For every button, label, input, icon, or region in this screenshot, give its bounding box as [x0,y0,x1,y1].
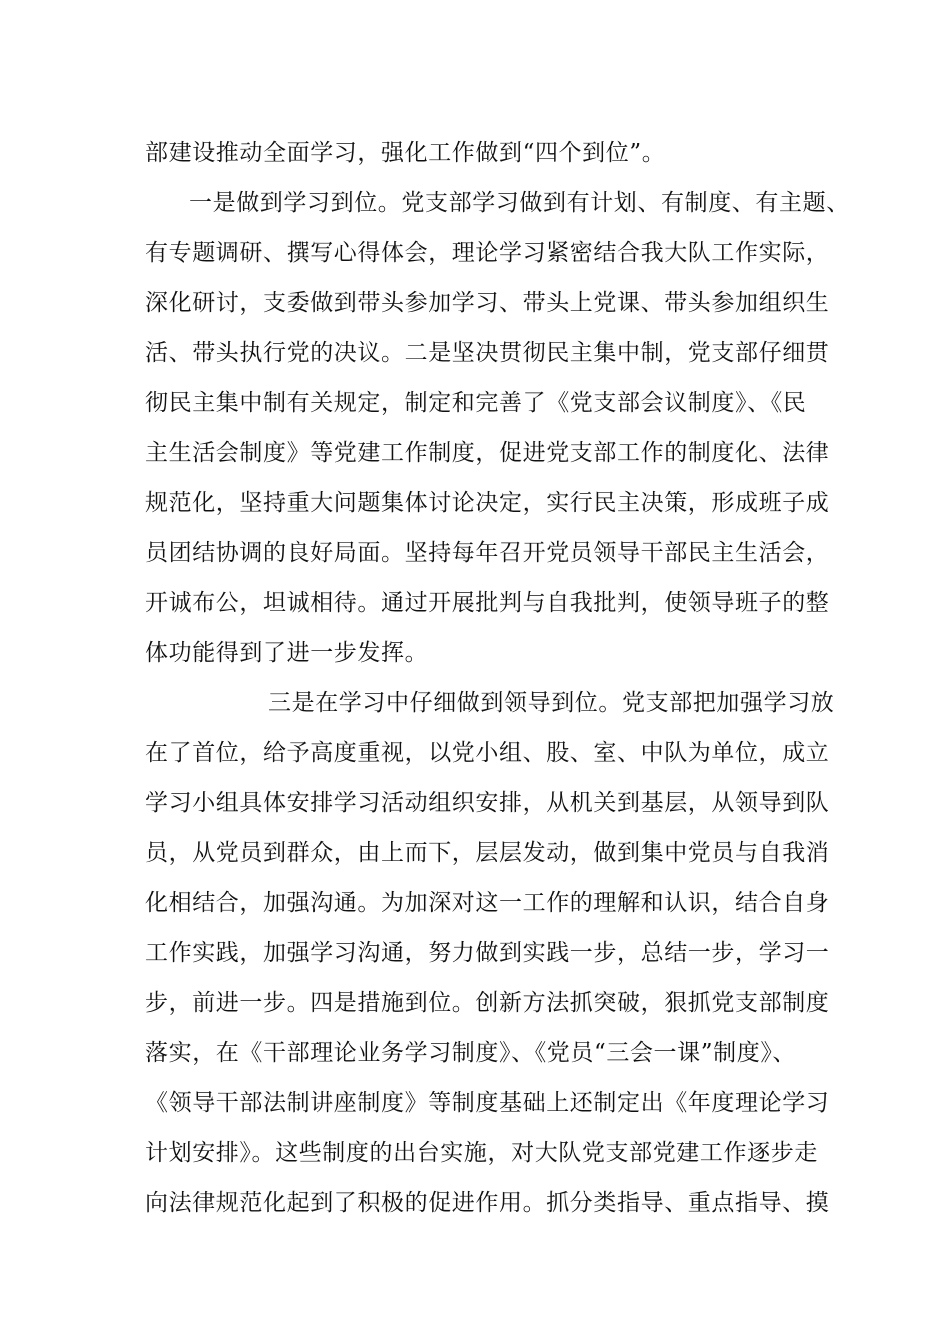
text-line: 向法律规范化起到了积极的促进作用。抓分类指导、重点指导、摸 [145,1190,830,1216]
text-line: 部建设推动全面学习，强化工作做到“四个到位”。 [145,140,666,166]
text-line: 计划安排》。这些制度的出台实施，对大队党支部党建工作逐步走 [145,1140,818,1166]
text-line: 开诚布公，坦诚相待。通过开展批判与自我批判，使领导班子的整 [145,590,830,616]
text-line: 化相结合，加强沟通。为加深对这一工作的理解和认识，结合自身 [145,890,830,916]
text-line: 员，从党员到群众，由上而下，层层发动，做到集中党员与自我消 [145,840,830,866]
text-line: 深化研讨，支委做到带头参加学习、带头上党课、带头参加组织生 [145,290,830,316]
text-line: 主生活会制度》等党建工作制度，促进党支部工作的制度化、法律 [145,440,830,466]
text-line: 三是在学习中仔细做到领导到位。党支部把加强学习放 [268,690,835,716]
text-line: 工作实践，加强学习沟通，努力做到实践一步，总结一步，学习一 [145,940,830,966]
text-line: 步，前进一步。四是措施到位。创新方法抓突破，狠抓党支部制度 [145,990,830,1016]
text-line: 活、带头执行党的决议。二是坚决贯彻民主集中制，党支部仔细贯 [145,340,830,366]
text-line: 有专题调研、撰写心得体会，理论学习紧密结合我大队工作实际， [145,240,830,266]
text-line: 彻民主集中制有关规定，制定和完善了《党支部会议制度》、《民 [145,390,807,416]
text-line: 体功能得到了进一步发挥。 [145,640,429,666]
text-line: 在了首位，给予高度重视，以党小组、股、室、中队为单位，成立 [145,740,830,766]
text-line: 《领导干部法制讲座制度》等制度基础上还制定出《年度理论学习 [145,1090,830,1116]
text-line: 员团结协调的良好局面。坚持每年召开党员领导干部民主生活会， [145,540,830,566]
text-line: 规范化，坚持重大问题集体讨论决定，实行民主决策，形成班子成 [145,490,830,516]
text-line: 一是做到学习到位。党支部学习做到有计划、有制度、有主题、 [189,190,850,216]
text-line: 落实，在《干部理论业务学习制度》、《党员“三会一课”制度》、 [145,1040,797,1066]
text-line: 学习小组具体安排学习活动组织安排，从机关到基层，从领导到队 [145,790,830,816]
